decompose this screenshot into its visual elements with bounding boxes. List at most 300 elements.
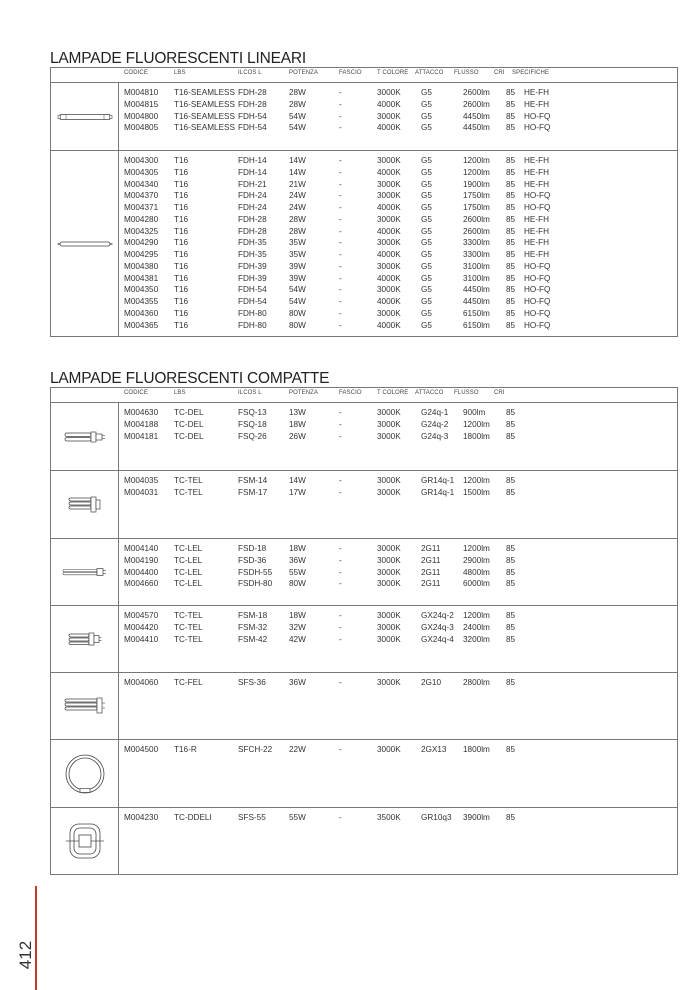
- product-group: [51, 605, 677, 672]
- column-header-fascio: FASCIO: [339, 390, 362, 396]
- cell-attacco: G5: [421, 203, 432, 212]
- cell-flusso: 6000lm: [463, 579, 490, 589]
- cell-t-colore: 3000K: [377, 555, 401, 565]
- cell-lbs: TC-TEL: [174, 634, 203, 644]
- table-row: [51, 214, 677, 226]
- cell-cri: 85: [506, 88, 516, 97]
- cell-ilcos-l: FDH-28: [238, 88, 267, 97]
- product-group: [51, 739, 677, 807]
- cell-specifiche: HE-FH: [524, 167, 550, 177]
- cell-cri: 85: [506, 555, 516, 565]
- cell-flusso: 2600lm: [463, 226, 490, 236]
- cell-flusso: 900lm: [463, 408, 486, 417]
- product-group: [51, 538, 677, 605]
- cell-t-colore: 4000K: [377, 273, 401, 283]
- cell-t-colore: 3000K: [377, 191, 401, 201]
- table-row: [51, 99, 677, 111]
- table-row: [51, 677, 677, 689]
- cell-attacco: G5: [421, 156, 432, 165]
- cell-attacco: G5: [421, 179, 432, 189]
- cell-lbs: T16: [174, 320, 189, 330]
- cell-fascio: -: [339, 678, 342, 687]
- cell-cri: 85: [506, 476, 516, 485]
- table-row: [51, 155, 677, 167]
- cell-t-colore: 4000K: [377, 226, 401, 236]
- cell-flusso: 1200lm: [463, 544, 490, 553]
- cell-specifiche: HE-FH: [524, 156, 550, 165]
- cell-fascio: -: [339, 250, 342, 259]
- cell-ilcos-l: FDH-35: [238, 238, 267, 248]
- cell-fascio: -: [339, 214, 342, 224]
- cell-potenza: 28W: [289, 214, 306, 224]
- cell-potenza: 42W: [289, 634, 306, 644]
- table-row: [51, 407, 677, 419]
- table-row: [51, 487, 677, 499]
- cell-cri: 85: [506, 579, 516, 589]
- cell-ilcos-l: SFS-55: [238, 813, 266, 822]
- table-row: [51, 111, 677, 123]
- column-header-fascio: FASCIO: [339, 70, 362, 76]
- cell-ilcos-l: FSD-18: [238, 544, 267, 553]
- cell-t-colore: 3000K: [377, 678, 401, 687]
- cell-specifiche: HO-FQ: [524, 191, 551, 201]
- table-row: [51, 610, 677, 622]
- cell-t-colore: 4000K: [377, 320, 401, 330]
- tc-ddeli-lamp-icon: [65, 822, 105, 860]
- cell-cri: 85: [506, 634, 516, 644]
- cell-codice: M004031: [124, 487, 159, 497]
- cell-codice: M004800: [124, 111, 159, 121]
- cell-fascio: -: [339, 544, 342, 553]
- cell-attacco: GX24q-3: [421, 622, 454, 632]
- cell-fascio: -: [339, 487, 342, 497]
- table-row: [51, 419, 677, 431]
- cell-potenza: 22W: [289, 745, 306, 754]
- cell-lbs: T16: [174, 167, 189, 177]
- cell-attacco: GR14q-1: [421, 476, 455, 485]
- cell-potenza: 18W: [289, 544, 306, 553]
- cell-flusso: 2600lm: [463, 214, 490, 224]
- cell-lbs: TC-DDELI: [174, 813, 212, 822]
- cell-codice: M004365: [124, 320, 159, 330]
- column-header-ilcos-l: ILCOS L: [238, 70, 262, 76]
- cell-attacco: G24q-3: [421, 431, 449, 441]
- cell-potenza: 24W: [289, 203, 306, 212]
- cell-codice: M004660: [124, 579, 159, 589]
- cell-codice: M004300: [124, 156, 159, 165]
- cell-t-colore: 3000K: [377, 285, 401, 295]
- cell-codice: M004500: [124, 745, 159, 754]
- cell-fascio: -: [339, 320, 342, 330]
- cell-t-colore: 3000K: [377, 238, 401, 248]
- cell-codice: M004140: [124, 544, 159, 553]
- cell-ilcos-l: FSM-42: [238, 634, 268, 644]
- cell-attacco: 2G11: [421, 544, 441, 553]
- cell-codice: M004350: [124, 285, 159, 295]
- cell-potenza: 35W: [289, 238, 306, 248]
- cell-codice: M004188: [124, 419, 159, 429]
- cell-potenza: 32W: [289, 622, 306, 632]
- cell-specifiche: HO-FQ: [524, 123, 551, 133]
- cell-cri: 85: [506, 238, 516, 248]
- cell-flusso: 4450lm: [463, 123, 490, 133]
- cell-specifiche: HE-FH: [524, 88, 550, 97]
- cell-attacco: G5: [421, 88, 432, 97]
- cell-lbs: T16: [174, 156, 189, 165]
- cell-t-colore: 3000K: [377, 579, 401, 589]
- cell-cri: 85: [506, 611, 516, 620]
- cell-specifiche: HE-FH: [524, 214, 550, 224]
- cell-t-colore: 4000K: [377, 297, 401, 306]
- cell-specifiche: HE-FH: [524, 179, 550, 189]
- cell-flusso: 1500lm: [463, 487, 490, 497]
- column-header-specifiche: SPECIFICHE: [512, 70, 550, 76]
- cell-t-colore: 4000K: [377, 99, 401, 109]
- column-header-attacco: ATTACCO: [415, 390, 444, 396]
- cell-codice: M004290: [124, 238, 159, 248]
- cell-t-colore: 3500K: [377, 813, 401, 822]
- cell-lbs: T16: [174, 261, 189, 271]
- cell-t-colore: 3000K: [377, 214, 401, 224]
- table-row: [51, 622, 677, 634]
- cell-cri: 85: [506, 167, 516, 177]
- cell-potenza: 13W: [289, 408, 306, 417]
- cell-ilcos-l: FSM-17: [238, 487, 268, 497]
- cell-lbs: TC-DEL: [174, 408, 204, 417]
- cell-cri: 85: [506, 320, 516, 330]
- cell-ilcos-l: SFS-36: [238, 678, 266, 687]
- cell-ilcos-l: SFCH-22: [238, 745, 273, 754]
- table-row: [51, 190, 677, 202]
- cell-flusso: 3300lm: [463, 250, 490, 259]
- cell-potenza: 55W: [289, 813, 306, 822]
- column-header-lbs: LBS: [174, 390, 186, 396]
- cell-flusso: 1200lm: [463, 167, 490, 177]
- cell-ilcos-l: FDH-54: [238, 123, 267, 133]
- cell-codice: M004035: [124, 476, 159, 485]
- cell-fascio: -: [339, 88, 342, 97]
- cell-lbs: T16-SEAMLESS: [174, 99, 235, 109]
- cell-codice: M004370: [124, 191, 159, 201]
- cell-potenza: 28W: [289, 88, 306, 97]
- cell-potenza: 14W: [289, 476, 306, 485]
- page-number: 412: [16, 940, 35, 970]
- cell-cri: 85: [506, 191, 516, 201]
- cell-specifiche: HO-FQ: [524, 285, 551, 295]
- cell-lbs: TC-TEL: [174, 611, 203, 620]
- table-row: [51, 320, 677, 332]
- section-title-linear: LAMPADE FLUORESCENTI LINEARI: [50, 50, 306, 67]
- cell-lbs: T16-R: [174, 745, 197, 754]
- cell-lbs: T16-SEAMLESS: [174, 88, 235, 97]
- cell-flusso: 1200lm: [463, 419, 490, 429]
- cell-lbs: TC-LEL: [174, 544, 203, 553]
- table-row: [51, 226, 677, 238]
- cell-cri: 85: [506, 431, 516, 441]
- cell-attacco: G5: [421, 214, 432, 224]
- cell-codice: M004060: [124, 678, 159, 687]
- cell-flusso: 3300lm: [463, 238, 490, 248]
- column-header-cri: CRI: [494, 390, 505, 396]
- cell-ilcos-l: FDH-24: [238, 203, 267, 212]
- cell-attacco: G24q-1: [421, 408, 449, 417]
- cell-attacco: 2G11: [421, 567, 441, 577]
- cell-t-colore: 3000K: [377, 476, 401, 485]
- linear-lamps-table: [50, 67, 678, 337]
- cell-cri: 85: [506, 622, 516, 632]
- cell-fascio: -: [339, 813, 342, 822]
- cell-attacco: G5: [421, 111, 432, 121]
- cell-ilcos-l: FSDH-55: [238, 567, 273, 577]
- table-row: [51, 284, 677, 296]
- cell-fascio: -: [339, 156, 342, 165]
- cell-codice: M004805: [124, 123, 159, 133]
- cell-ilcos-l: FDH-28: [238, 226, 267, 236]
- cell-fascio: -: [339, 567, 342, 577]
- cell-codice: M004360: [124, 308, 159, 318]
- cell-t-colore: 4000K: [377, 167, 401, 177]
- cell-t-colore: 4000K: [377, 250, 401, 259]
- cell-flusso: 1200lm: [463, 476, 490, 485]
- table-row: [51, 578, 677, 590]
- cell-attacco: G5: [421, 320, 432, 330]
- cell-flusso: 2800lm: [463, 678, 490, 687]
- cell-ilcos-l: FDH-28: [238, 99, 267, 109]
- column-header-potenza: POTENZA: [289, 70, 319, 76]
- cell-ilcos-l: FDH-80: [238, 308, 267, 318]
- product-group: [51, 403, 677, 470]
- cell-ilcos-l: FDH-28: [238, 214, 267, 224]
- cell-ilcos-l: FDH-80: [238, 320, 267, 330]
- cell-attacco: G5: [421, 191, 432, 201]
- cell-flusso: 6150lm: [463, 320, 490, 330]
- cell-cri: 85: [506, 261, 516, 271]
- cell-attacco: G5: [421, 99, 432, 109]
- cell-cri: 85: [506, 285, 516, 295]
- cell-fascio: -: [339, 111, 342, 121]
- cell-t-colore: 3000K: [377, 634, 401, 644]
- cell-lbs: T16: [174, 297, 189, 306]
- cell-codice: M004295: [124, 250, 159, 259]
- cell-fascio: -: [339, 555, 342, 565]
- cell-ilcos-l: FSQ-18: [238, 419, 267, 429]
- cell-ilcos-l: FDH-21: [238, 179, 267, 189]
- cell-potenza: 80W: [289, 320, 306, 330]
- table-row: [51, 273, 677, 285]
- cell-potenza: 80W: [289, 308, 306, 318]
- cell-potenza: 80W: [289, 579, 306, 589]
- cell-lbs: TC-TEL: [174, 487, 203, 497]
- cell-t-colore: 4000K: [377, 123, 401, 133]
- product-group: [51, 83, 677, 150]
- cell-ilcos-l: FSQ-26: [238, 431, 267, 441]
- cell-potenza: 24W: [289, 191, 306, 201]
- cell-flusso: 3200lm: [463, 634, 490, 644]
- cell-attacco: GR10q3: [421, 813, 452, 822]
- cell-flusso: 4450lm: [463, 297, 490, 306]
- table-row: [51, 744, 677, 756]
- table-row: [51, 812, 677, 824]
- cell-lbs: TC-TEL: [174, 622, 203, 632]
- cell-fascio: -: [339, 273, 342, 283]
- column-header-t-colore: T COLORE: [377, 70, 409, 76]
- column-header-ilcos-l: ILCOS L: [238, 390, 262, 396]
- cell-potenza: 54W: [289, 285, 306, 295]
- cell-flusso: 4450lm: [463, 111, 490, 121]
- cell-lbs: T16-SEAMLESS: [174, 111, 235, 121]
- cell-potenza: 17W: [289, 487, 306, 497]
- cell-fascio: -: [339, 419, 342, 429]
- cell-ilcos-l: FDH-24: [238, 191, 267, 201]
- product-group: [51, 150, 677, 336]
- cell-potenza: 54W: [289, 297, 306, 306]
- cell-fascio: -: [339, 238, 342, 248]
- cell-ilcos-l: FSM-14: [238, 476, 268, 485]
- cell-flusso: 2600lm: [463, 88, 490, 97]
- cell-t-colore: 3000K: [377, 431, 401, 441]
- cell-cri: 85: [506, 544, 516, 553]
- column-header-potenza: POTENZA: [289, 390, 319, 396]
- cell-codice: M004630: [124, 408, 159, 417]
- cell-attacco: GX24q-4: [421, 634, 454, 644]
- cell-codice: M004355: [124, 297, 159, 306]
- column-header-cri: CRI: [494, 70, 505, 76]
- cell-codice: M004230: [124, 813, 159, 822]
- column-header-t-colore: T COLORE: [377, 390, 409, 396]
- cell-specifiche: HO-FQ: [524, 308, 551, 318]
- cell-codice: M004380: [124, 261, 159, 271]
- table-row: [51, 634, 677, 646]
- cell-lbs: TC-LEL: [174, 579, 203, 589]
- cell-lbs: TC-DEL: [174, 419, 204, 429]
- cell-cri: 85: [506, 408, 516, 417]
- cell-cri: 85: [506, 273, 516, 283]
- table-row: [51, 475, 677, 487]
- cell-fascio: -: [339, 191, 342, 201]
- cell-codice: M004280: [124, 214, 159, 224]
- cell-fascio: -: [339, 285, 342, 295]
- cell-t-colore: 3000K: [377, 111, 401, 121]
- cell-ilcos-l: FDH-54: [238, 297, 267, 306]
- cell-codice: M004181: [124, 431, 159, 441]
- cell-lbs: TC-LEL: [174, 567, 203, 577]
- cell-attacco: G24q-2: [421, 419, 449, 429]
- cell-cri: 85: [506, 297, 516, 306]
- cell-ilcos-l: FSM-32: [238, 622, 268, 632]
- table-row: [51, 202, 677, 214]
- cell-cri: 85: [506, 567, 516, 577]
- cell-ilcos-l: FDH-14: [238, 156, 267, 165]
- cell-t-colore: 3000K: [377, 419, 401, 429]
- cell-lbs: TC-DEL: [174, 431, 204, 441]
- tc-fel-lamp-icon: [63, 697, 107, 715]
- cell-ilcos-l: FDH-14: [238, 167, 267, 177]
- cell-attacco: G5: [421, 238, 432, 248]
- cell-potenza: 28W: [289, 99, 306, 109]
- cell-fascio: -: [339, 167, 342, 177]
- table-header: [51, 68, 677, 83]
- cell-ilcos-l: FDH-39: [238, 261, 267, 271]
- cell-fascio: -: [339, 203, 342, 212]
- cell-flusso: 1200lm: [463, 611, 490, 620]
- cell-lbs: T16: [174, 285, 189, 295]
- cell-lbs: T16-SEAMLESS: [174, 123, 235, 133]
- cell-potenza: 39W: [289, 273, 306, 283]
- cell-potenza: 18W: [289, 611, 306, 620]
- cell-attacco: G5: [421, 308, 432, 318]
- cell-flusso: 1800lm: [463, 431, 490, 441]
- cell-cri: 85: [506, 203, 516, 212]
- cell-lbs: TC-FEL: [174, 678, 203, 687]
- cell-potenza: 14W: [289, 167, 306, 177]
- cell-fascio: -: [339, 611, 342, 620]
- cell-t-colore: 3000K: [377, 611, 401, 620]
- table-row: [51, 249, 677, 261]
- cell-fascio: -: [339, 408, 342, 417]
- cell-potenza: 54W: [289, 123, 306, 133]
- cell-cri: 85: [506, 813, 516, 822]
- cell-potenza: 26W: [289, 431, 306, 441]
- cell-cri: 85: [506, 419, 516, 429]
- table-row: [51, 237, 677, 249]
- cell-codice: M004190: [124, 555, 159, 565]
- cell-fascio: -: [339, 634, 342, 644]
- table-header: [51, 388, 677, 403]
- table-row: [51, 431, 677, 443]
- cell-t-colore: 3000K: [377, 179, 401, 189]
- cell-specifiche: HO-FQ: [524, 111, 551, 121]
- cell-t-colore: 3000K: [377, 88, 401, 97]
- cell-t-colore: 3000K: [377, 408, 401, 417]
- cell-t-colore: 3000K: [377, 156, 401, 165]
- cell-codice: M004410: [124, 634, 159, 644]
- cell-cri: 85: [506, 123, 516, 133]
- cell-attacco: G5: [421, 167, 432, 177]
- cell-t-colore: 3000K: [377, 487, 401, 497]
- cell-lbs: T16: [174, 226, 189, 236]
- product-group: [51, 807, 677, 874]
- cell-attacco: 2GX13: [421, 745, 447, 754]
- cell-fascio: -: [339, 226, 342, 236]
- cell-flusso: 2600lm: [463, 99, 490, 109]
- cell-codice: M004371: [124, 203, 159, 212]
- cell-flusso: 1750lm: [463, 203, 490, 212]
- section-title-compact: LAMPADE FLUORESCENTI COMPATTE: [50, 370, 330, 387]
- cell-ilcos-l: FSDH-80: [238, 579, 273, 589]
- cell-ilcos-l: FDH-54: [238, 111, 267, 121]
- cell-cri: 85: [506, 745, 516, 754]
- cell-fascio: -: [339, 476, 342, 485]
- cell-lbs: T16: [174, 273, 189, 283]
- cell-attacco: G5: [421, 297, 432, 306]
- cell-cri: 85: [506, 99, 516, 109]
- cell-flusso: 2900lm: [463, 555, 490, 565]
- cell-codice: M004570: [124, 611, 159, 620]
- cell-specifiche: HE-FH: [524, 226, 550, 236]
- cell-lbs: TC-LEL: [174, 555, 203, 565]
- cell-codice: M004815: [124, 99, 159, 109]
- cell-flusso: 1200lm: [463, 156, 490, 165]
- cell-attacco: G5: [421, 273, 432, 283]
- cell-t-colore: 3000K: [377, 544, 401, 553]
- cell-flusso: 1800lm: [463, 745, 490, 754]
- table-row: [51, 261, 677, 273]
- cell-t-colore: 3000K: [377, 745, 401, 754]
- cell-potenza: 14W: [289, 156, 306, 165]
- cell-attacco: 2G11: [421, 579, 441, 589]
- cell-lbs: T16: [174, 250, 189, 259]
- cell-specifiche: HE-FH: [524, 238, 550, 248]
